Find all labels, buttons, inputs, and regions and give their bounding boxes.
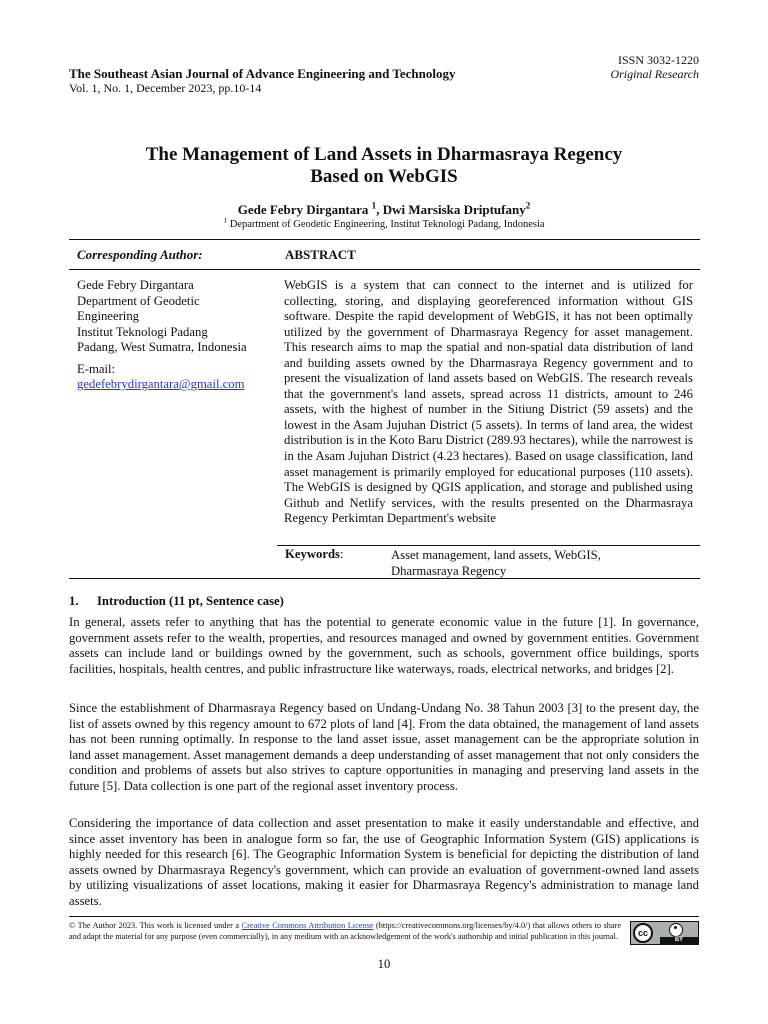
corresponding-author-label: Corresponding Author: [77, 247, 203, 262]
license-pre: © The Author 2023. This work is licensed under a [69, 921, 240, 930]
corr-email-label: E-mail: [77, 361, 116, 376]
author-1: Gede Febry Dirgantara [237, 202, 369, 217]
cc-by-badge[interactable] [630, 921, 699, 945]
keywords-label-text: Keywords [285, 547, 340, 561]
paragraph-1: In general, assets refer to anything that has the potential to generate economic value in the future [1]. In governance, government assets refer to the wealth, properties, and resources managed and owned by government entities. Government assets can include land or buildings owned by the government, such as schools, government office buildings, sports facilities, hospitals, health centres, and public infrastructure like waterways, roads, electrical networks, and bridges [2]. [69, 615, 699, 676]
article-type: Original Research [610, 67, 699, 81]
corr-dept-1: Department of Geodetic [77, 293, 200, 308]
corr-location: Padang, West Sumatra, Indonesia [77, 340, 247, 354]
title-line-2: Based on WebGIS [310, 166, 458, 187]
corr-dept-2: Engineering [77, 309, 140, 323]
keywords-label [285, 547, 344, 562]
paragraph-2: Since the establishment of Dharmasraya Regency based on Undang-Undang No. 38 Tahun 2003 [3] to the present day, the list of assets owned by this regency amount to 672 plots of land [4]. From the data obtained, the management of land assets has not been running optimally. In response to the land asset issue, asset management can be the appropriate solution in land asset management. Asset management demands a deep understanding of asset management that not only considers the condition and problems of assets but also strives to capture opportunities in managing and preserving land assets in the future [5]. Data collection is one part of the regional asset inventory process. [69, 701, 699, 793]
paper-title [69, 144, 699, 188]
corr-name: Gede Febry Dirgantara [77, 278, 194, 292]
table-top-rule [69, 239, 700, 240]
keywords-colon: : [339, 547, 344, 561]
keywords-line-2: Dharmasraya Regency [391, 564, 507, 578]
section-heading [69, 594, 284, 609]
issn: ISSN 3032-1220 [617, 53, 699, 67]
page-number: 10 [377, 957, 391, 971]
corr-email-link[interactable]: gedefebrydirgantara@gmail.com [77, 377, 245, 391]
paragraph-3: Considering the importance of data collection and asset presentation to make it easily understandable and effective, and since asset inventory has been in analogue form so far, the use of Geographic Information System (GIS) applications is highly needed for this research [6]. The Geographic Information System is beneficial for depicting the distribution of land assets owned by Dharmasraya Regency's government, which can provide an evaluation of government-owned land assets by utilizing visualizations of asset locations, making it easier for Dharmasraya Regency's administration to manage land assets. [69, 816, 699, 908]
table-bottom-rule [69, 578, 700, 579]
by-label: BY [660, 937, 698, 944]
author-2-affil: 2 [525, 200, 531, 211]
journal-volume: Vol. 1, No. 1, December 2023, pp.10-14 [69, 81, 262, 95]
title-line-1: The Management of Land Assets in Dharmasraya Regency [145, 144, 623, 165]
section-title: Introduction (11 pt, Sentence case) [97, 594, 284, 608]
author-2: Dwi Marsiska Driptufany [382, 202, 526, 217]
abstract-label: ABSTRACT [285, 247, 356, 262]
cc-icon: cc [633, 923, 653, 943]
affiliation-text: Department of Geodetic Engineering, Institut Teknologi Padang, Indonesia [229, 219, 545, 230]
journal-name: The Southeast Asian Journal of Advance Engineering and Technology [69, 66, 456, 81]
license-link[interactable]: Creative Commons Attribution License [241, 921, 374, 930]
corr-institute: Institut Teknologi Padang [77, 324, 208, 339]
author-1-affil: 1 [371, 200, 377, 211]
author-separator: , [376, 202, 380, 217]
author-list [69, 202, 699, 218]
corresponding-author-info [77, 278, 277, 393]
table-header-rule [69, 269, 700, 270]
by-icon [660, 923, 698, 943]
keywords-line-1: Asset management, land assets, WebGIS, [391, 548, 601, 562]
affiliation-marker: 1 [223, 215, 228, 225]
license-notice [69, 920, 621, 942]
person-icon [669, 923, 683, 937]
keywords-list [391, 547, 691, 579]
affiliation [69, 215, 699, 231]
license-post: (https://creativecommons.org/licenses/by/4.0/) that allows others to share and adapt the material for any purpose (even commercially), in any medium with an acknowledgement of the work's authorship and initial publication in this journal. [69, 921, 622, 941]
keywords-rule [277, 545, 700, 546]
abstract-text: WebGIS is a system that can connect to the internet and is utilized for collecting, storing, and displaying georeferenced information without GIS software. Despite the rapid development of WebGIS, it has not been optimally utilized by the government of Dharmasraya Regency for asset management. This research aims to map the spatial and non-spatial data distribution of land and building assets owned by the Dharmasraya Regency government and to present the visualization of land assets based on WebGIS. The research reveals that the government's land assets, spread across 11 districts, amount to 246 assets, with the highest of number in the Sitiung District (59 assets) and the lowest in the Asam Jujuhan District (5 assets). In terms of land area, the widest distribution is in the Koto Baru District (289.93 hectares), while the narrowest is in the Asam Jujuhan District (4.23 hectares). Based on usage classification, land asset management is primarily employed for educational purposes (110 assets). The WebGIS is designed by QGIS application, and storage and published using Github and Netlify services, with the results presented on the Dharmasraya Regency Perkimtan Department's website [284, 278, 693, 526]
section-number: 1. [69, 594, 79, 608]
footer-rule [69, 916, 699, 917]
